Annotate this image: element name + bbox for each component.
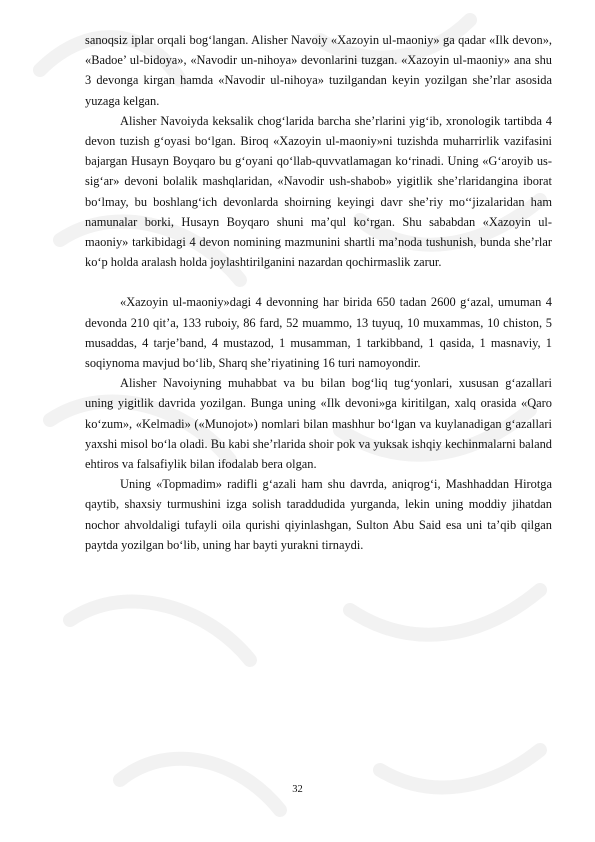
paragraph-1: sanoqsiz iplar orqali bog‘langan. Alisher Navoiy «Xazoyin ul-maoniy» ga qadar «Ilk devon», «Badoe’ ul-bidoya», «Navodir un-nihoya» devonlarini tuzgan. «Xazoyin ul-maoniy» ana shu 3 devonga kirgan hamda «Navodir ul-nihoya» tuzilgandan keyin yozilgan she’rlar asosida yuzaga kelgan. bbox=[85, 33, 552, 108]
paragraph-3: «Xazoyin ul-maoniy»dagi 4 devonning har birida 650 tadan 2600 g‘azal, umuman 4 devonda 210 qit’a, 133 ruboiy, 86 fard, 52 muammo, 13 tuyuq, 10 muxammas, 10 chiston, 5 musaddas, 4 tarje’band, 4 mustazod, 1 musamman, 1 tarkibband, 1 qasida, 1 masnaviy, 1 soqiynoma mavjud bo‘lib, Sharq she’riyatining 16 turi namoyondir. bbox=[85, 295, 552, 371]
body-text bbox=[85, 30, 552, 555]
page-number: 32 bbox=[292, 784, 303, 795]
paragraph-4: Alisher Navoiyning muhabbat va bu bilan bog‘liq tug‘yonlari, xususan g‘azallari uning yigitlik davrida yozilgan. Bunga uning «Ilk devoni»ga kiritilgan, xalq orasida «Qaro ko‘zum», «Kelmadi» («Munojot») nomlari bilan mashhur bo‘lgan va kuylanadigan g‘azallari yaxshi misol bo‘la oladi. Bu kabi she’rlarida shoir pok va yuksak ishqiy kechinmalarni baland ehtiros va falsafiylik bilan ifodalab bera olgan. bbox=[85, 376, 552, 472]
paragraph-gap bbox=[85, 272, 552, 292]
paragraph-5: Uning «Topmadim» radifli g‘azali ham shu davrda, aniqrog‘i, Mashhaddan Hirotga qaytib, shaxsiy turmushini izga solish taraddudida yurganda, lekin uning moddiy jihatdan nochor ahvoldaligi tufayli oila qurishi qiyinlashgan, Sulton Abu Said esa uni ta’qib qilgan paytda yozilgan bo‘lib, uning har bayti yurakni tirnaydi. bbox=[85, 477, 552, 552]
paragraph-2: Alisher Navoiyda keksalik chog‘larida barcha she’rlarini yig‘ib, xronologik tartibda 4 devon tuzish g‘oyasi bo‘lgan. Biroq «Xazoyin ul-maoniy»ni tuzishda muharrirlik vazifasini bajargan Husayn Boyqaro bu g‘oyani qo‘llab-quvvatlamagan ko‘rinadi. Uning «G‘aroyib us-sig‘ar» devoni bolalik mashqlaridan, «Navodir ush-shabob» yigitlik she’rlaridangina iborat bo‘lmay, bu boshlang‘ich devonlarda shoirning keyingi davr she’riy mo‘‘jizalaridan ham namunalar borki, Husayn Boyqaro shuni ma’qul ko‘rgan. Shu sababdan «Xazoyin ul-maoniy» tarkibidagi 4 devon nomining mazmunini shartli ma’noda tushunish, bunda she’rlar ko‘p holda aralash holda joylashtirilganini nazardan qochirmaslik zarur. bbox=[85, 113, 552, 270]
